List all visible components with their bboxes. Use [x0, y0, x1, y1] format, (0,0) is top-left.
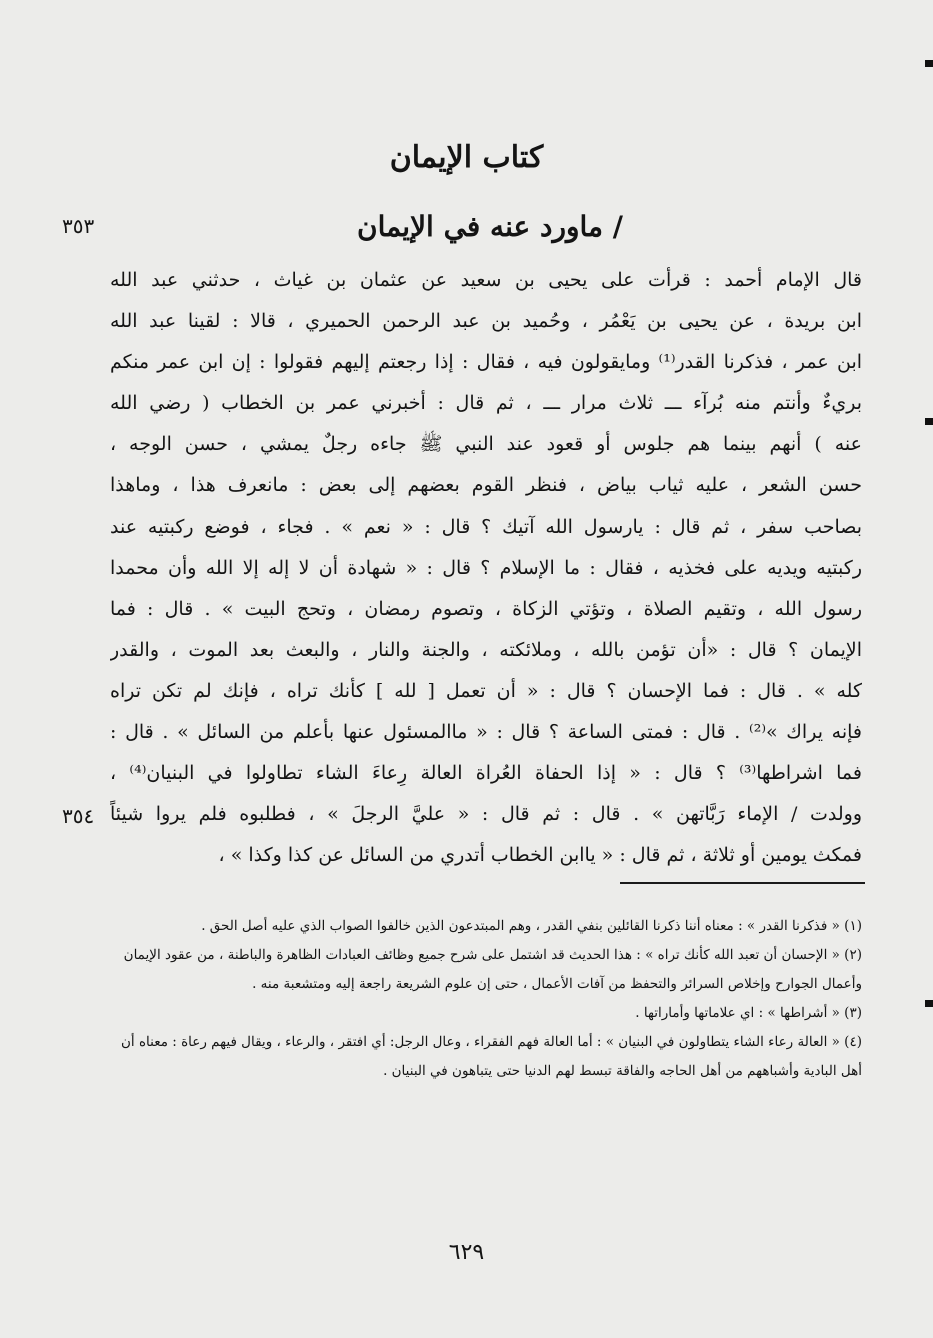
- text-line: ابن بريدة ، عن يحيى بن يَعْمُر ، وحُميد بن عبد الرحمن الحميري ، قالا : لقينا عبد الله: [110, 310, 862, 333]
- text-line: كله » . قال : فما الإحسان ؟ قال : « أن تعمل [ لله ] كأنك تراه ، فإنك لم تكن تراه: [110, 679, 862, 702]
- text-line: قال الإمام أحمد : قرأت على يحيى بن سعيد عن عثمان بن غياث ، حدثني عبد الله: [110, 269, 862, 291]
- scan-edge-mark: [925, 60, 933, 67]
- text-line: عنه ) أنهم بينما هم جلوس أو قعود عند النبي ﷺ جاءه رجلٌ يمشي ، حسن الوجه ،: [110, 433, 862, 456]
- text-line: فإنه يراك »⁽²⁾ . قال : فمتى الساعة ؟ قال : « ماالمسئول عنها بأعلم من السائل » . قال :: [110, 721, 862, 744]
- text-line: وولدت / الإماء رَبَّاتهن » . قال : ثم قال : « عليَّ الرجلَ » ، فطلبوه فلم يروا شيئاً: [110, 803, 862, 826]
- footnotes: [110, 912, 862, 1086]
- scan-edge-mark: [925, 418, 933, 425]
- text-line: فما اشراطها⁽³⁾ ؟ قال : « إذا الحفاة العُراة العالة رِعاءَ الشاء تطاولوا في البنيان⁽⁴⁾ ،: [110, 762, 862, 785]
- text-line: فمكث يومين أو ثلاثة ، ثم قال : « ياابن الخطاب أتدري من السائل عن كذا وكذا » ،: [218, 844, 862, 867]
- book-title: كتاب الإيمان: [389, 140, 544, 175]
- text-line: بريءٌ وأنتم منه بُرآء ـــ ثلاث مرار ـــ ، ثم قال : أخبرني عمر بن الخطاب ( رضي الله: [110, 392, 862, 415]
- section-title: / ماورد عنه في الإيمان: [357, 210, 623, 243]
- text-line: ابن عمر ، فذكرنا القدر⁽¹⁾ ومايقولون فيه ، فقال : إذا رجعتم إليهم فقولوا : إن ابن عمر منكم: [110, 351, 862, 374]
- footnote: (٤) « العالة رعاء الشاء يتطاولون في البنيان » : أما العالة فهم الفقراء ، وعال الرجل: أي افتقر ، والرعاء ، ويقال فيهم رعاة : معناه أن أهل البادية وأشباههم من أهل الحاجه والفاقة تبسط لهم الدنيا حتى يتباهون في البنيان .: [121, 1034, 862, 1079]
- text-line: الإيمان ؟ قال : «أن تؤمن بالله ، وملائكته ، والجنة والنار ، والبعث بعد الموت ، والقدر: [110, 638, 862, 661]
- scan-edge-mark: [925, 1000, 933, 1007]
- margin-page-number-second: ٣٥٤: [62, 804, 95, 828]
- footnote: (٣) « أشراطها » : اي علاماتها وأماراتها .: [635, 1005, 862, 1021]
- text-line: حسن الشعر ، عليه ثياب بياض ، فنظر القوم بعضهم إلى بعض : مانعرف هذا ، وماهذا: [110, 474, 862, 497]
- section-header: [0, 210, 933, 254]
- page-number: ٦٢٩: [448, 1240, 485, 1265]
- margin-page-number-first: ٣٥٣: [62, 214, 95, 238]
- text-line: ركبتيه ويديه على فخذيه ، فقال : ما الإسلام ؟ قال : « شهادة أن لا إله إلا الله وأن محمدا: [110, 556, 862, 579]
- main-text: [110, 260, 862, 876]
- footnote: (٢) « الإحسان أن تعبد الله كأنك تراه » : هذا الحديث قد اشتمل على شرح جميع وظائف العبادات الظاهرة والباطنة ، من عقود الإيمان وأعمال الجوارح وإخلاص السرائر والتحفظ من آفات الأعمال ، حتى إن علوم الشريعة راجعة إليه ومتشعبة منه .: [123, 947, 862, 992]
- footnote: (١) « فذكرنا القدر » : معناه أننا ذكرنا القائلين بنفي القدر ، وهم المبتدعون الذين خالفوا الصواب الذي عليه أصل الحق .: [201, 918, 862, 934]
- text-line: بصاحب سفر ، ثم قال : يارسول الله آتيك ؟ قال : « نعم » . فجاء ، فوضع ركبتيه عند: [110, 515, 862, 538]
- footnote-separator: [620, 882, 865, 884]
- text-line: رسول الله ، وتقيم الصلاة ، وتؤتي الزكاة ، وتصوم رمضان ، وتحج البيت » . قال : فما: [110, 597, 862, 620]
